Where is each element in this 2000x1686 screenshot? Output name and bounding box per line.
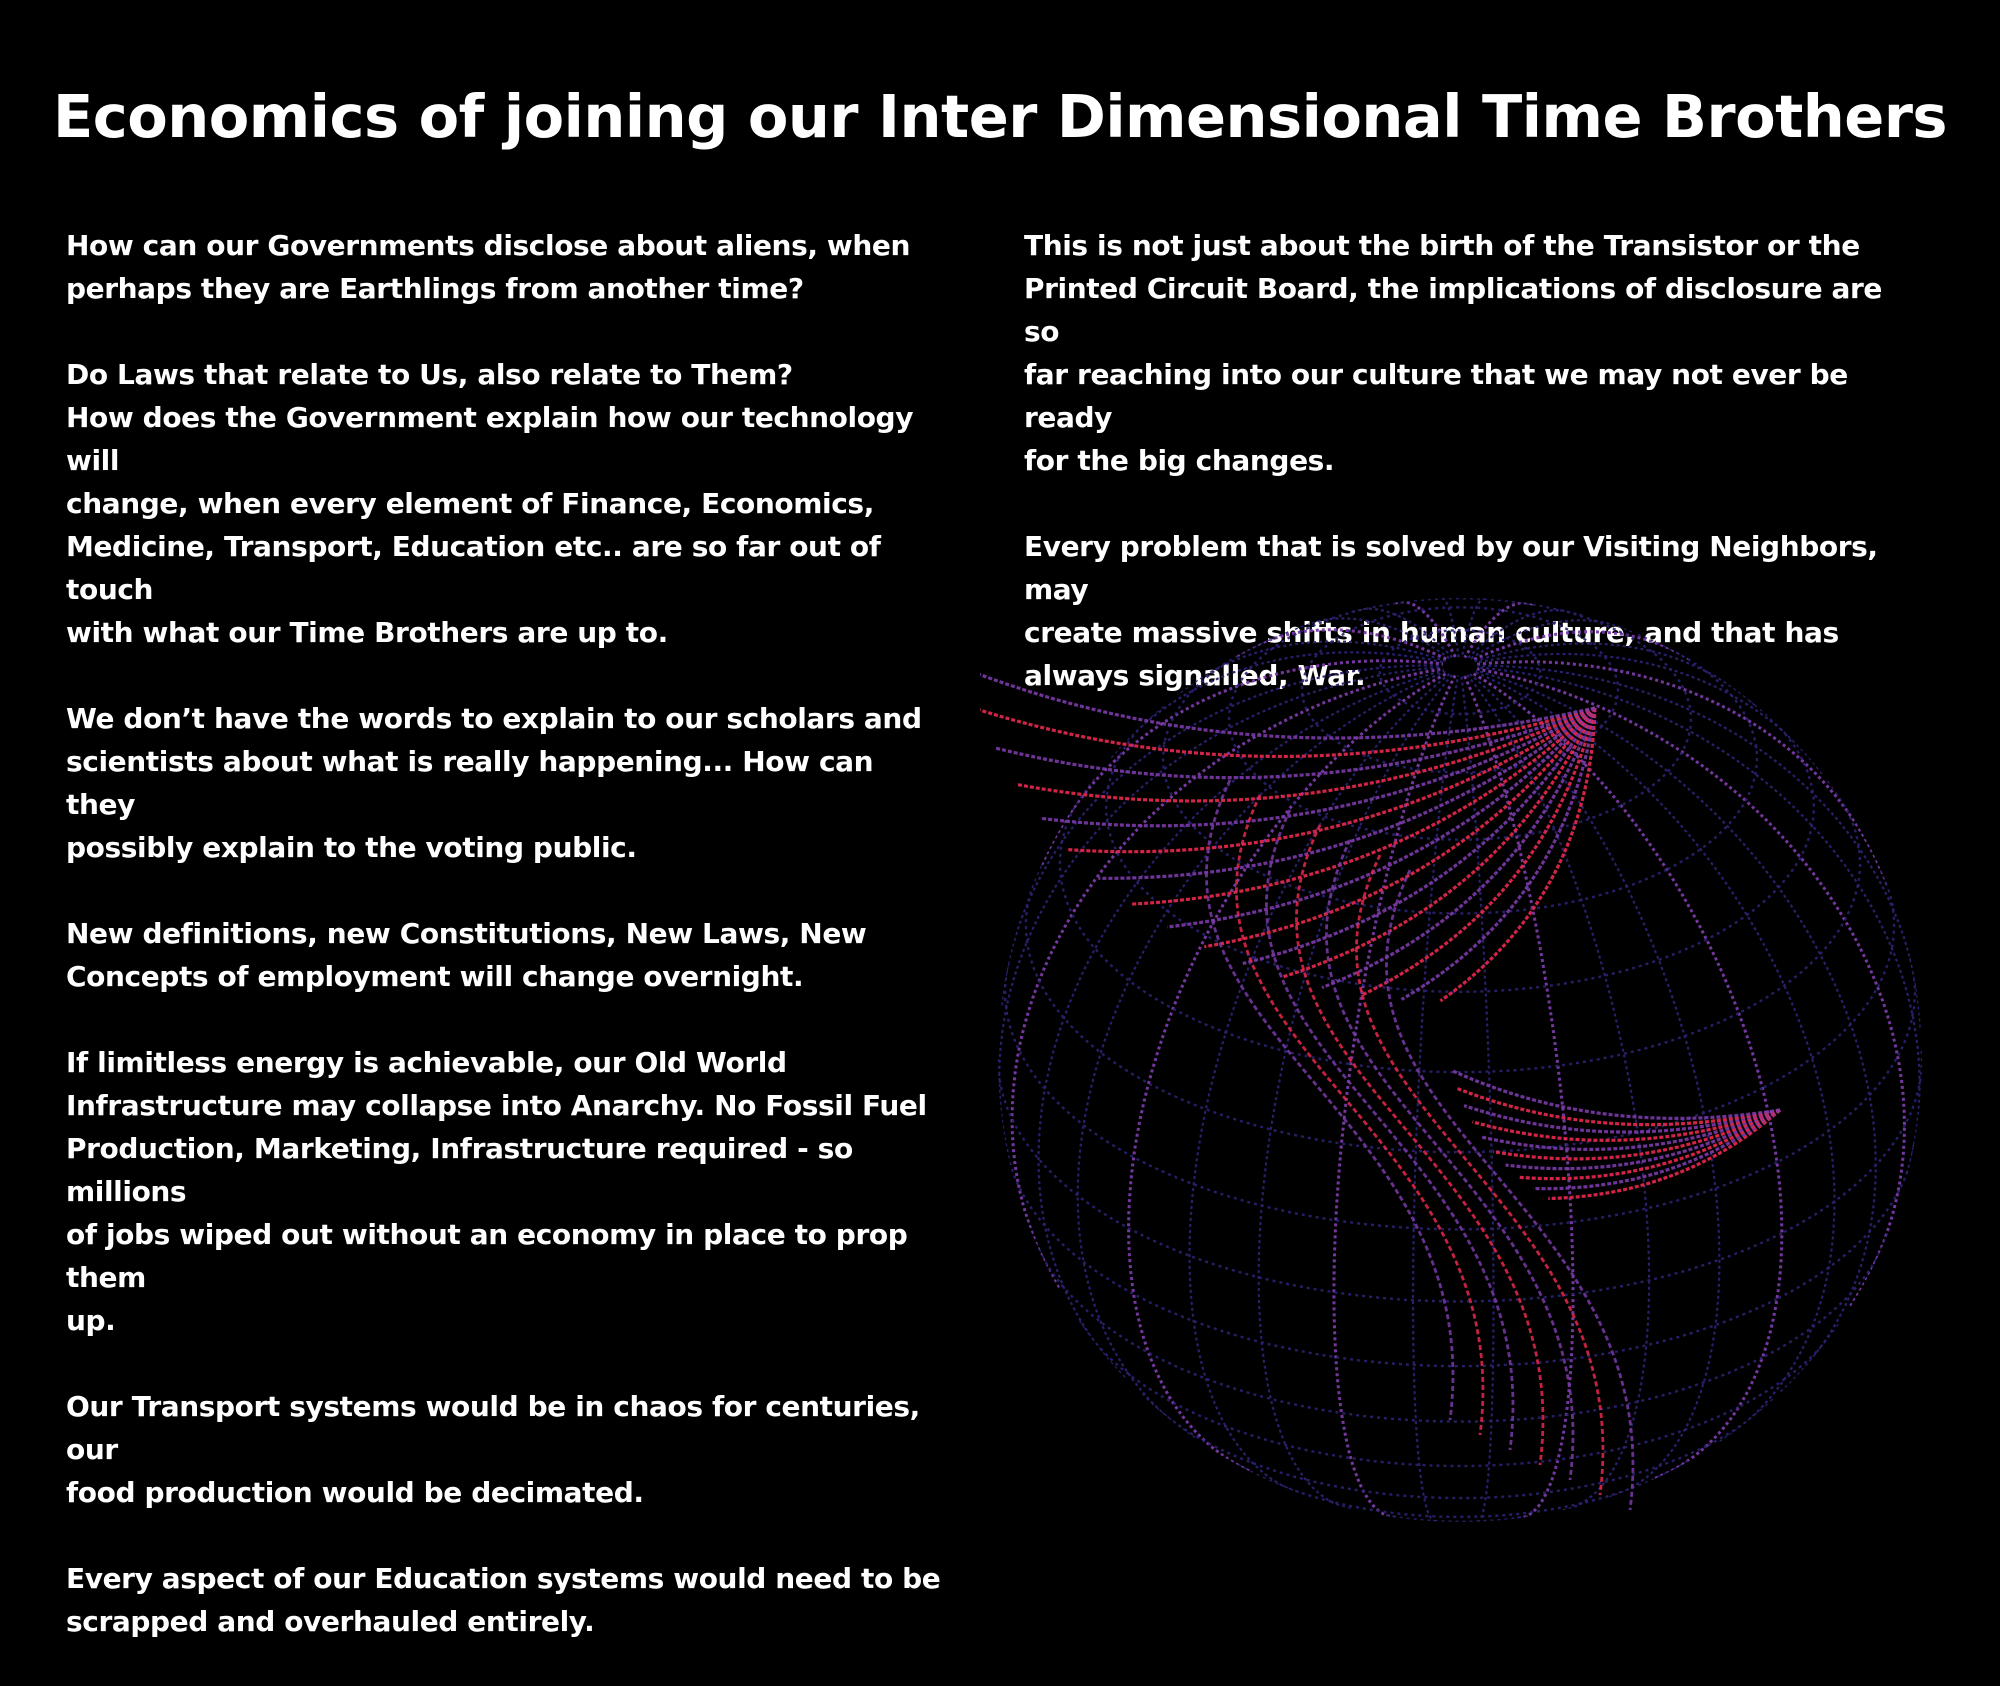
sphere-parallel (1078, 1319, 1839, 1466)
sphere-parallel (1060, 775, 1860, 1072)
sphere-meridian (1475, 644, 1755, 705)
paragraph: How can our Governments disclose about aliens, when perhaps they are Earthlings from another time? (66, 229, 911, 305)
sphere-meridian (1334, 675, 1455, 1517)
sphere-meridian (1078, 672, 1446, 1438)
sphere-parallel (1142, 1395, 1773, 1498)
paragraph: We don’t have the words to explain to our scholars and scientists about what is really happening... How can they possibly explain to the voting public. (66, 702, 922, 864)
page-title: Economics of joining our Inter Dimensional Time Brothers (52, 82, 1948, 151)
left-column (66, 224, 946, 1686)
sphere-parallel (1385, 1515, 1528, 1521)
sphere-parallel (1034, 1234, 1888, 1422)
sphere-warp-line (995, 708, 1595, 778)
paragraph: Every problem that is solved by our Visiting Neighbors, may create massive shifts in human culture, and that has always signalled, War. (1024, 530, 1878, 692)
paragraph: New definitions, new Constitutions, New Laws, New Concepts of employment will change overnight. (66, 917, 867, 993)
sphere-meridian (1111, 652, 1444, 757)
sphere-meridian (1477, 669, 1905, 1306)
sphere-parallel (1236, 1461, 1688, 1517)
sphere-warp-line (1472, 1110, 1780, 1140)
sphere-meridian (1190, 674, 1450, 1495)
sphere-meridian (999, 667, 1442, 1152)
wireframe-sphere-icon (980, 580, 1940, 1540)
sphere-meridian (1473, 632, 1690, 660)
sphere-warp-line (1296, 825, 1542, 1465)
sphere-meridian (1295, 618, 1450, 658)
sphere-meridian (1002, 665, 1443, 1005)
sphere-parallel (1106, 700, 1814, 992)
paragraph: Our Transport systems would be in chaos for centuries, our food production would be decimated. (66, 1390, 920, 1509)
sphere-warp-line (980, 708, 1595, 756)
sphere-meridian (1468, 610, 1582, 658)
sphere-meridian (1478, 667, 1920, 1173)
sphere-warp-line (1206, 780, 1452, 1420)
sphere-warp-line (1326, 840, 1572, 1480)
sphere-warp-line (1386, 870, 1632, 1510)
paragraph: If limitless energy is achievable, our Old World Infrastructure may collapse into Anarchy. No Fossil Fuel Production, Marketing, Infrastructure required - so millions of jobs wiped out without an economy in place to prop them up. (66, 1046, 927, 1337)
paragraph: This is not just about the birth of the Transistor or the Printed Circuit Board, the implications of disclosure are so far reaching into our culture that we may not ever be ready for the big changes. (1024, 229, 1883, 477)
paragraph: Every aspect of our Education systems would need to be scrapped and overhauled entirely. (66, 1562, 941, 1638)
sphere-warp-line (1356, 855, 1602, 1495)
sphere-warp-line (1452, 1071, 1780, 1119)
paragraph: Do Laws that relate to Us, also relate to Them? How does the Government explain how our technology will change, when every element of Finance, Economics, Medicine, Transport, Education etc.. are so far out of touch with what our Time Brothers are up to. (66, 358, 914, 649)
